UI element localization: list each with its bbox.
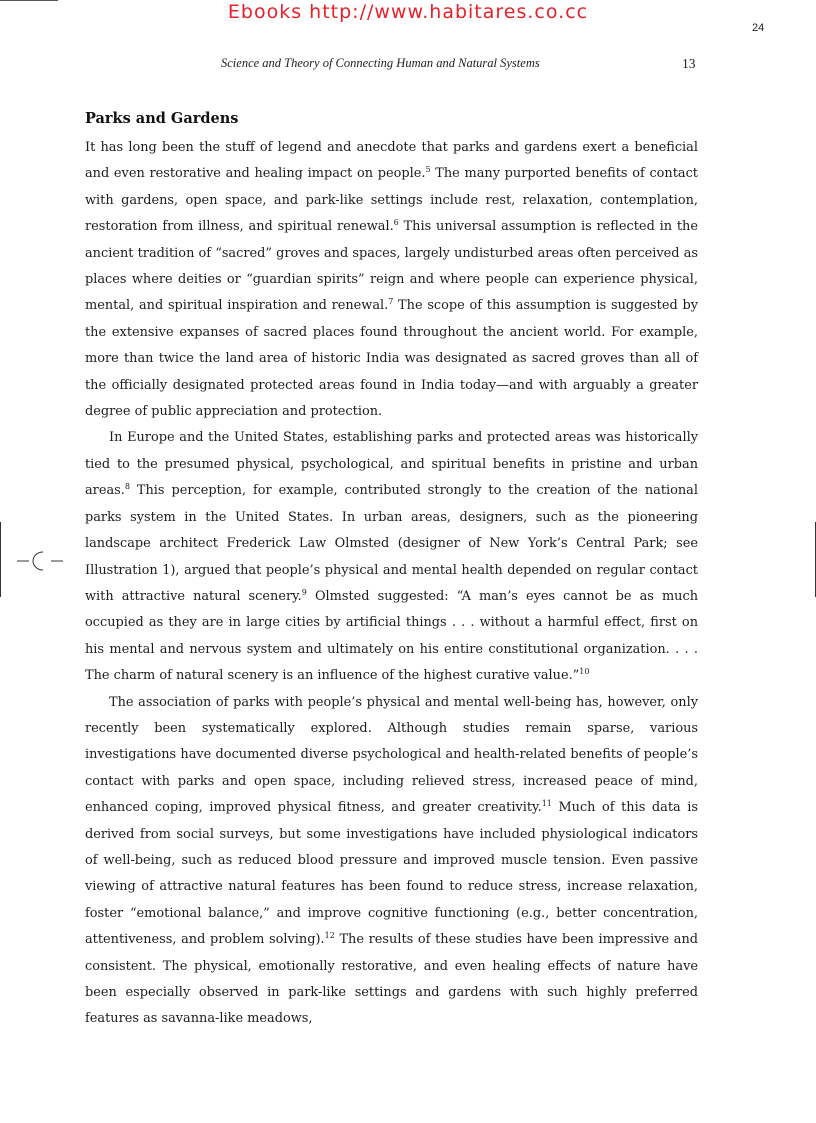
text-run: Much of this data is derived from social surveys, but some investigations have included physiological indicators of well-being, such as reduced blood pressure and improved muscle tension. Even passive viewing of attractive natural features has been found to reduce stress, increase relaxation, foster “emotional balance,” and improve cognitive functioning (e.g., better concentration, attentiveness, and problem solving). xyxy=(85,800,698,948)
paragraph xyxy=(85,690,698,1033)
footnote-ref: 11 xyxy=(541,799,552,809)
pdf-page-number: 24 xyxy=(752,22,765,34)
registration-mark-icon xyxy=(17,549,63,573)
footnote-ref: 7 xyxy=(388,297,394,307)
text-run: In Europe and the United States, establishing parks and protected areas was historically tied to the presumed physical, psychological, and spiritual benefits in pristine and urban areas. xyxy=(85,430,698,499)
page-number: 13 xyxy=(682,56,696,71)
section-heading: Parks and Gardens xyxy=(85,110,239,127)
text-run: The scope of this assumption is suggested by the extensive expanses of sacred places found throughout the ancient world. For example, more than twice the land area of historic India was designated as sacred groves than all of the officially designated protected areas found in India today—and with arguably a greater degree of public appreciation and protection. xyxy=(85,298,698,420)
text-run: The results of these studies have been impressive and consistent. The physical, emotionally restorative, and even healing effects of nature have been especially observed in park-like settings and gardens with such highly preferred features as savanna-like meadows, xyxy=(85,932,698,1027)
text-run: It has long been the stuff of legend and anecdote that parks and gardens exert a beneficial and even restorative and healing impact on people. xyxy=(85,140,698,182)
footnote-ref: 9 xyxy=(301,587,307,597)
body-text xyxy=(85,135,698,1033)
footnote-ref: 5 xyxy=(425,165,431,175)
text-run: The association of parks with people’s physical and mental well-being has, however, only recently been systematically explored. Although studies remain sparse, various investigations have documented diverse psychological and health-related benefits of people’s contact with parks and open space, including relieved stress, increased peace of mind, enhanced coping, improved physical fitness, and greater creativity. xyxy=(85,694,698,816)
text-run: Olmsted suggested: “A man’s eyes cannot be as much occupied as they are in large cities by artificial things . . . without a harmful effect, first on his mental and nervous system and ultimately on his entire constitutional organization. . . . The charm of natural scenery is an influence of the highest curative value.” xyxy=(85,588,699,684)
crop-line-left xyxy=(0,522,1,597)
watermark: Ebooks http://www.habitares.co.cc xyxy=(227,1,589,23)
text-run: The many purported benefits of contact with gardens, open space, and park-like settings include rest, relaxation, contemplation, restoration from illness, and spiritual renewal. xyxy=(85,166,698,235)
paragraph xyxy=(85,135,698,425)
text-run: This perception, for example, contributed strongly to the creation of the national parks system in the United States. In urban areas, designers, such as the pioneering landscape architect Frederick Law Olmsted (designer of New York’s Central Park; see Illustration 1), argued that people’s physical and mental health depended on regular contact with attractive natural scenery. xyxy=(85,483,698,604)
footnote-ref: 8 xyxy=(124,482,130,492)
footnote-ref: 6 xyxy=(393,218,399,228)
paragraph xyxy=(85,425,698,689)
running-head: Science and Theory of Connecting Human and Natural Systems xyxy=(221,56,540,70)
footnote-ref: 10 xyxy=(579,667,590,677)
footnote-ref: 12 xyxy=(324,931,335,941)
text-run: This universal assumption is reflected in the ancient tradition of “sacred” groves and spaces, largely undisturbed areas often perceived as places where deities or “guardian spirits” reign and where people can experience physical, mental, and spiritual inspiration and renewal. xyxy=(85,219,698,314)
